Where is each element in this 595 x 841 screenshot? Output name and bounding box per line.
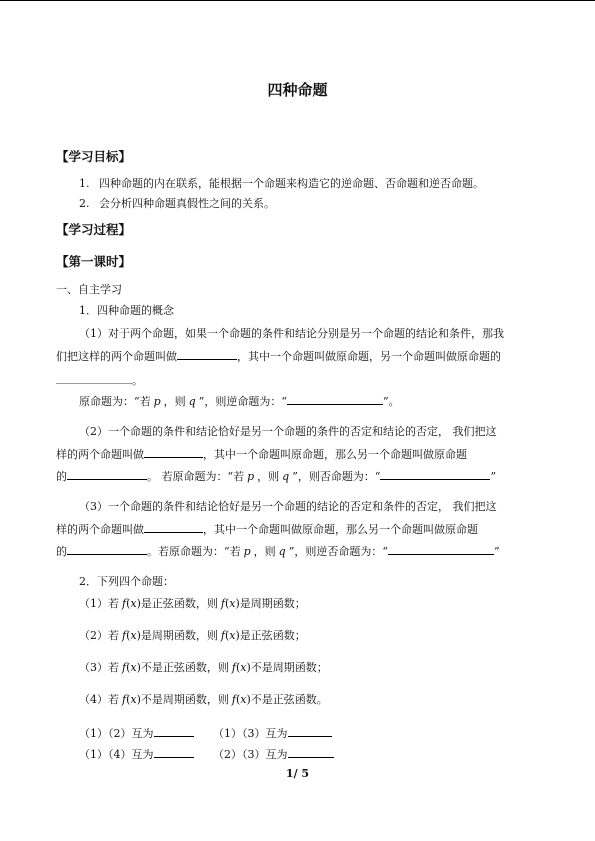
para2-line2 [56,446,467,462]
text-fragment: ，则 [257,470,280,483]
var-x: x [240,693,247,706]
proposition-1: （1）若 f(x)是正弦函数，则 f(x)是周期函数； [79,597,306,610]
answer-blank[interactable] [67,468,147,480]
answer-blank[interactable] [388,543,494,555]
var-q: q [278,545,286,558]
section-lesson1: 【第一课时】 [56,254,132,269]
text-fragment: 。 [132,374,143,387]
text-fragment: 们把这样的两个命题叫做 [56,350,177,363]
text-fragment: （2）（3）互为 [213,748,288,761]
answer-blank[interactable] [177,348,237,360]
var-q: q [282,470,290,483]
var-x: x [229,597,236,610]
text-fragment: ” [493,545,500,558]
top-rule [0,0,595,1]
proposition-4: （4）若 f(x)不是周期函数，则 f(x)不是正弦函数。 [79,693,328,706]
text-fragment: （2）若 [79,629,119,642]
answer-blank[interactable] [144,521,203,533]
text-fragment: （1）若 [79,597,119,610]
section-process: 【学习过程】 [56,222,132,237]
para1-example [79,393,400,409]
goal-number: 1. [79,177,90,190]
proposition-3: （3）若 f(x)不是正弦函数，则 f(x)不是周期函数； [79,661,328,674]
func-f: f [220,597,225,610]
goal-text: 四种命题的内在联系，能根据一个命题来构造它的逆命题、否命题和逆否命题。 [99,177,484,190]
answer-blank[interactable] [288,746,334,758]
text-fragment: 不是周期函数，则 [140,693,229,706]
sub-heading-concept: 1．四种命题的概念 [79,304,174,317]
goal-text: 会分析四种命题真假性之间的关系。 [99,197,275,210]
text-fragment: ，则 [163,395,186,408]
answer-row-2 [79,746,334,762]
answer-blank[interactable] [154,725,194,737]
text-fragment: ，其中一个命题叫原命题，那么另一个命题叫做原命题 [203,448,467,461]
text-fragment: 是周期函数； [239,597,306,610]
para1-line1: （1）对于两个命题，如果一个命题的条件和结论分别是另一个命题的结论和条件，那我 [79,327,504,340]
para2-line3 [56,468,496,484]
goal-number: 2. [79,197,90,210]
text-fragment: 。 若原命题为：“若 [147,470,245,483]
text-fragment: （4）若 [79,693,119,706]
text-fragment: ”，则否命题为：“ [292,470,381,483]
var-x: x [130,629,137,642]
goal-item-2 [79,197,275,211]
var-q: q [188,395,196,408]
section-goals: 【学习目标】 [56,149,132,164]
para2-line1: （2）一个命题的条件和结论恰好是另一个命题的条件的否定和结论的否定， 我们把这 [79,425,497,438]
page-indicator: 1/ 5 [285,767,310,780]
part-heading: 一、自主学习 [56,283,122,296]
para3-line1: （3）一个命题的条件和结论恰好是另一个命题的结论的否定和条件的否定， 我们把这 [79,500,497,513]
answer-blank[interactable] [144,446,203,458]
var-x: x [240,661,247,674]
var-p: p [247,470,255,483]
text-fragment: 样的两个命题叫做 [56,523,144,536]
proposition-2: （2）若 f(x)是周期函数，则 f(x)是正弦函数； [79,629,306,642]
page-title: 四种命题 [267,81,328,99]
func-f: f [231,693,236,706]
var-p: p [153,395,161,408]
answer-blank[interactable] [56,372,132,384]
text-fragment: ”，则逆命题为：“ [198,395,287,408]
text-fragment: ”，则逆否命题为：“ [288,545,388,558]
text-fragment: ，其中一个命题叫做原命题，另一个命题叫做原命题的 [237,350,501,363]
func-f: f [122,693,127,706]
text-fragment: 不是周期函数； [250,661,328,674]
text-fragment: 是正弦函数； [239,629,306,642]
text-fragment: 不是正弦函数。 [250,693,328,706]
text-fragment: 的 [56,470,67,483]
var-x: x [130,661,137,674]
para1-line3 [56,372,143,388]
text-fragment: 。若原命题为：“若 [147,545,241,558]
text-fragment: ”。 [382,395,400,408]
answer-blank[interactable] [287,393,383,405]
answer-blank[interactable] [154,746,194,758]
answer-blank[interactable] [380,468,490,480]
text-fragment: 是正弦函数，则 [140,597,218,610]
goal-item-1 [79,177,484,191]
func-f: f [220,629,225,642]
para3-line2 [56,521,478,537]
text-fragment: 样的两个命题叫做 [56,448,144,461]
func-f: f [122,597,127,610]
text-fragment: 的 [56,545,67,558]
text-fragment: （1）（4）互为 [79,748,154,761]
func-f: f [231,661,236,674]
var-p: p [243,545,251,558]
func-f: f [122,629,127,642]
text-fragment: 不是正弦函数，则 [140,661,229,674]
func-f: f [122,661,127,674]
text-fragment: （3）若 [79,661,119,674]
var-x: x [130,597,137,610]
text-fragment: ，则 [253,545,276,558]
text-fragment: ，其中一个命题叫做原命题，那么另一个命题叫做原命题 [203,523,478,536]
text-fragment: （1）（2）互为 [79,727,154,740]
var-x: x [229,629,236,642]
var-x: x [130,693,137,706]
answer-blank[interactable] [67,543,147,555]
text-fragment: 是周期函数，则 [140,629,218,642]
text-fragment: 原命题为：“若 [79,395,151,408]
text-fragment: （1）（3）互为 [213,727,288,740]
text-fragment: ” [490,470,497,483]
answer-row-1 [79,725,332,741]
para3-line3 [56,543,500,559]
answer-blank[interactable] [288,725,332,737]
para1-line2 [56,348,501,364]
sub-heading-propositions: 2．下列四个命题： [79,575,174,588]
